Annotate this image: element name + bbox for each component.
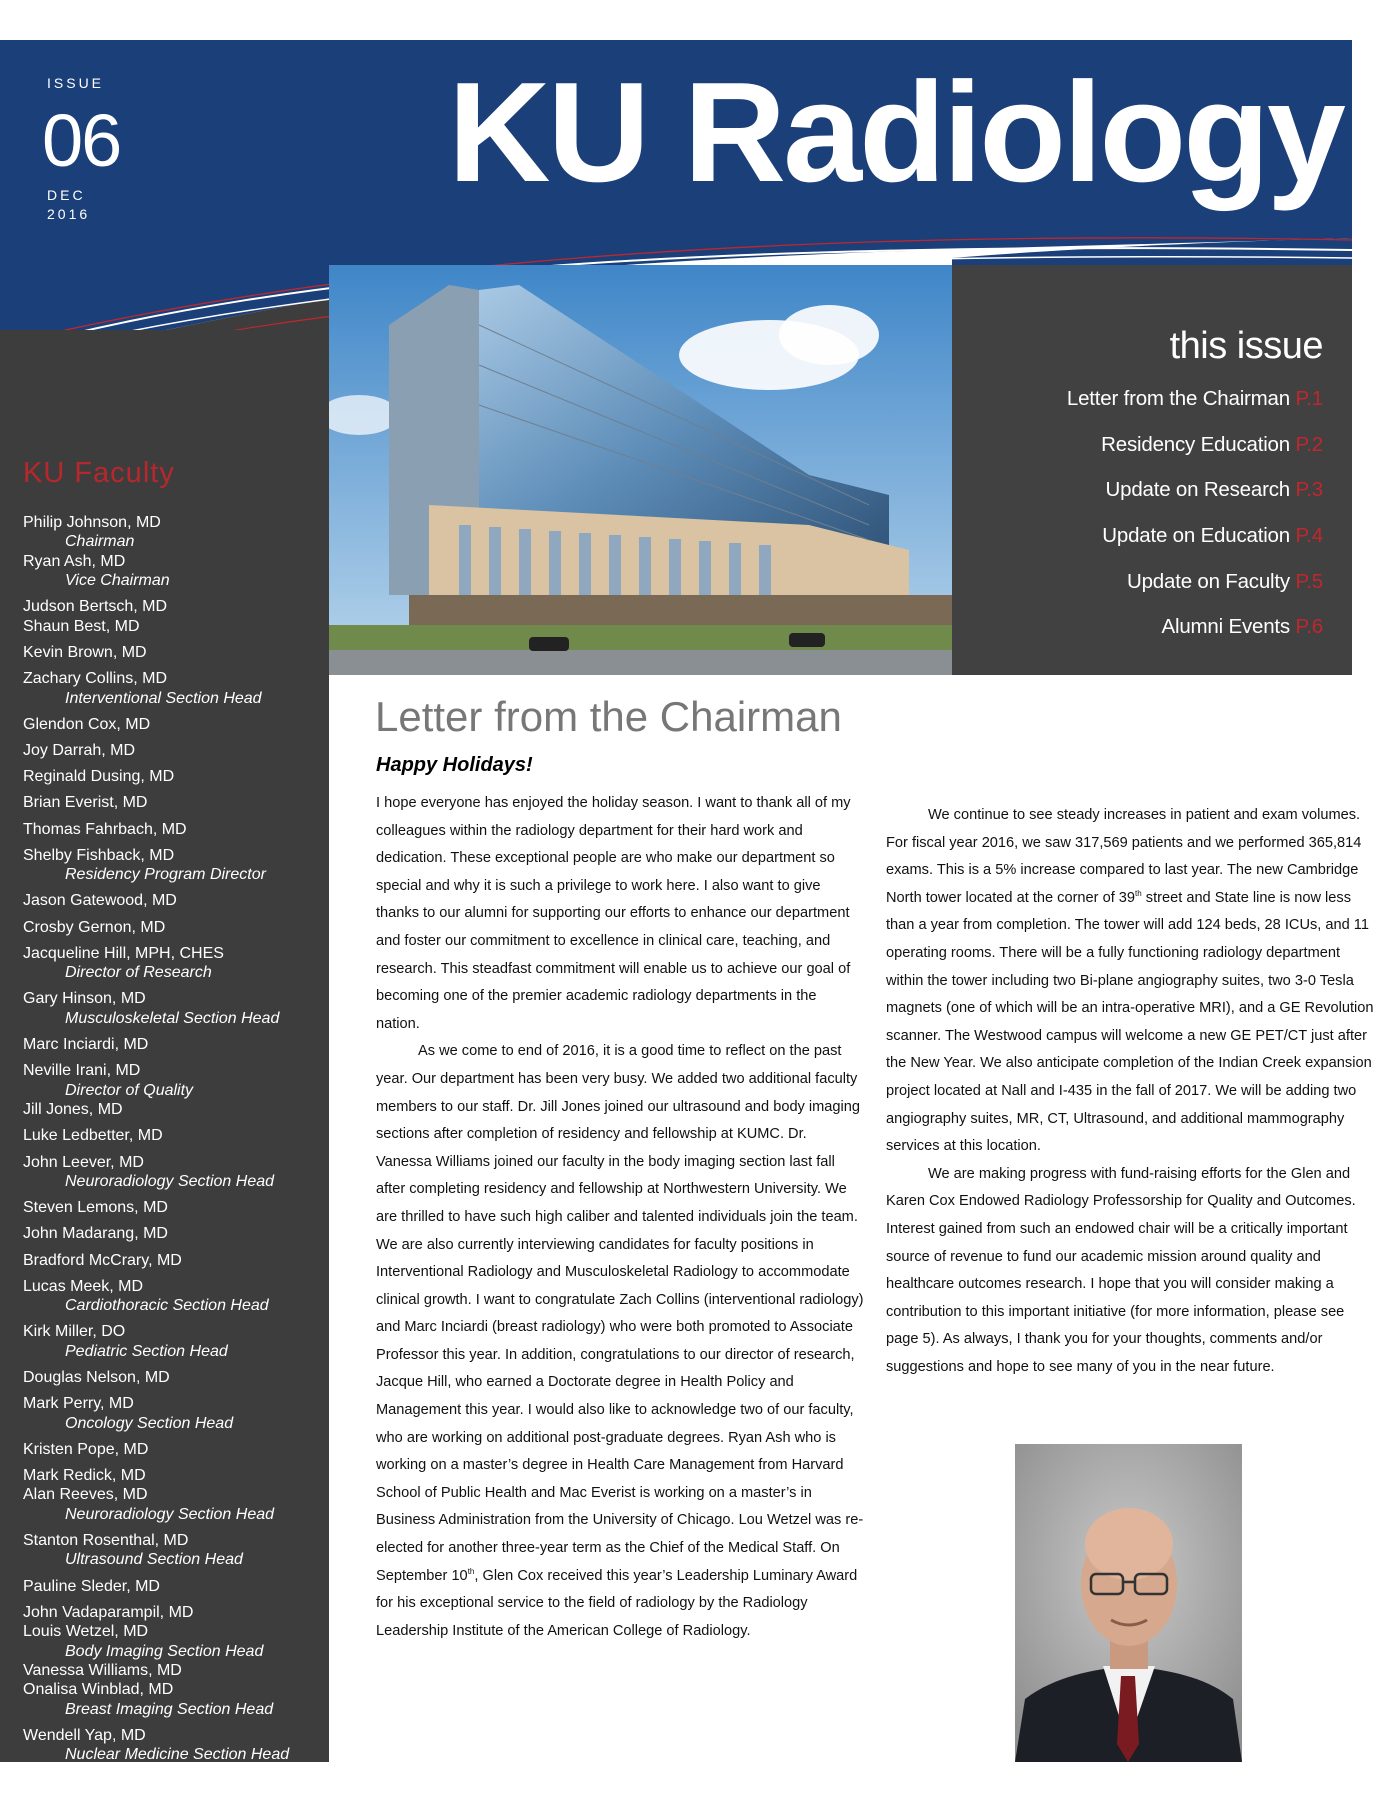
- faculty-name: Douglas Nelson, MD: [23, 1368, 170, 1386]
- faculty-role: Musculoskeletal Section Head: [65, 1009, 280, 1027]
- faculty-name: Joy Darrah, MD: [23, 742, 136, 760]
- faculty-name: Onalisa Winblad, MD: [23, 1681, 174, 1699]
- toc-item-alumni-events[interactable]: [1162, 615, 1323, 639]
- faculty-name: Alan Reeves, MD: [23, 1486, 148, 1504]
- faculty-role: Director of Research: [65, 964, 212, 982]
- toc-item-letter-from-chairman[interactable]: [1067, 387, 1323, 411]
- toc-item-label: Update on Education: [1102, 524, 1290, 547]
- faculty-sidebar: [0, 330, 329, 1762]
- faculty-group: [23, 1322, 323, 1361]
- faculty-heading: KU Faculty: [23, 457, 175, 489]
- issue-month: DEC: [47, 187, 86, 203]
- faculty-name: John Vadaparampil, MD: [23, 1603, 194, 1621]
- article-paragraph: I hope everyone has enjoyed the holiday season. I want to thank all of my colleagues within the radiology department for their hard work and dedication. These exceptional people are who make our department so special and why it is such a privilege to work here. I also want to give thanks to our alumni for supporting our efforts to enhance our department and foster our commitment to excellence in clinical care, teaching, and research. This steadfast commitment will enable us to achieve our goal of becoming one of the premier academic radiology departments in the nation.: [376, 795, 851, 1032]
- faculty-name: Bradford McCrary, MD: [23, 1251, 182, 1269]
- article-column-left: [376, 790, 864, 1645]
- faculty-name: Mark Perry, MD: [23, 1395, 134, 1413]
- toc-item-update-on-faculty[interactable]: [1127, 570, 1323, 594]
- faculty-group: [23, 918, 323, 937]
- faculty-name: Reginald Dusing, MD: [23, 768, 175, 786]
- faculty-name: Brian Everist, MD: [23, 794, 148, 812]
- paragraph-text: As we come to end of 2016, it is a good time to reflect on the past year. Our department has been very busy. We added two additional faculty members to our staff. Dr. Jill Jones joined our ultrasound and body imaging sections after completion of residency and fellowship at KUMC. Dr. Vanessa Williams joined our faculty in the body imaging section last fall after completing residency and fellowship at Northwestern University. We are thrilled to have such high caliber and talented individuals join the team. We are also currently interviewing candidates for faculty positions in Interventional Radiology and Musculoskeletal Radiology to accommodate clinical growth. I want to congratulate Zach Collins (interventional radiology) and Marc Inciardi (breast radiology) who were both promoted to Associate Professor this year. In addition, congratulations to our director of research, Jacque Hill, who earned a Doctorate degree in Health Policy and Management this year. I would also like to acknowledge two of our faculty, who are working on additional post-graduate degrees. Ryan Ash who is working on a master’s degree in Health Care Management from Harvard School of Public Health and Mac Everist is working on a master’s in Business Administration from the University of Chicago. Lou Wetzel was re-elected for another three-year term as the Chief of the Medical Staff. On September 10: [376, 1043, 864, 1584]
- faculty-role: Chairman: [65, 533, 135, 551]
- faculty-name: Gary Hinson, MD: [23, 990, 146, 1008]
- toc-item-page: P.6: [1295, 615, 1323, 638]
- faculty-name: Ryan Ash, MD: [23, 552, 126, 570]
- faculty-group: [23, 1466, 323, 1524]
- faculty-group: [23, 793, 323, 812]
- paragraph-text: We continue to see steady increases in patient and exam volumes. For fiscal year 2016, we saw 317,569 patients and we performed 365,814 exams. This is a 5% increase compared to last year. The new Cambridge North tower located at the corner of 39: [886, 807, 1362, 906]
- faculty-name: Thomas Fahrbach, MD: [23, 820, 187, 838]
- faculty-name: Shelby Fishback, MD: [23, 846, 175, 864]
- toc-item-page: P.4: [1295, 524, 1323, 547]
- faculty-name: Kevin Brown, MD: [23, 644, 147, 662]
- faculty-group: [23, 643, 323, 662]
- faculty-group: [23, 1126, 323, 1145]
- toc-item-update-on-research[interactable]: [1106, 478, 1323, 502]
- toc-item-page: P.3: [1295, 478, 1323, 501]
- issue-year: 2016: [47, 206, 91, 222]
- faculty-name: Mark Redick, MD: [23, 1466, 146, 1484]
- article-paragraph: [886, 802, 1376, 1161]
- ordinal-suffix: th: [1135, 888, 1142, 898]
- faculty-group: [23, 944, 323, 983]
- issue-date: [47, 186, 90, 224]
- faculty-group: [23, 513, 323, 591]
- faculty-group: [23, 669, 323, 708]
- faculty-name: Louis Wetzel, MD: [23, 1623, 149, 1641]
- faculty-role: Director of Quality: [65, 1081, 194, 1099]
- faculty-group: [23, 1577, 323, 1596]
- toc-item-page: P.1: [1295, 387, 1323, 410]
- newsletter-title: KU Radiology: [448, 53, 1343, 212]
- faculty-role: Breast Imaging Section Head: [65, 1700, 274, 1718]
- faculty-group: [23, 1277, 323, 1316]
- faculty-group: [23, 1198, 323, 1217]
- faculty-name: Shaun Best, MD: [23, 617, 140, 635]
- faculty-group: [23, 715, 323, 734]
- issue-label: ISSUE: [47, 75, 105, 91]
- article-greeting: Happy Holidays!: [376, 754, 533, 776]
- faculty-list: [23, 513, 323, 1772]
- faculty-name: Philip Johnson, MD: [23, 514, 161, 531]
- issue-number: 06: [42, 99, 121, 182]
- faculty-group: [23, 891, 323, 910]
- faculty-group: [23, 741, 323, 760]
- faculty-name: Glendon Cox, MD: [23, 715, 151, 733]
- faculty-name: John Leever, MD: [23, 1153, 144, 1171]
- faculty-role: Vice Chairman: [65, 572, 170, 590]
- faculty-name: Jason Gatewood, MD: [23, 892, 177, 910]
- toc-item-residency-education[interactable]: [1101, 433, 1323, 457]
- faculty-name: Kristen Pope, MD: [23, 1440, 149, 1458]
- faculty-name: Crosby Gernon, MD: [23, 918, 166, 936]
- faculty-name: Lucas Meek, MD: [23, 1277, 144, 1295]
- faculty-group: [23, 1224, 323, 1243]
- faculty-role: Neuroradiology Section Head: [65, 1505, 275, 1523]
- faculty-group: [23, 820, 323, 839]
- faculty-group: [23, 1394, 323, 1433]
- faculty-role: Neuroradiology Section Head: [65, 1172, 275, 1190]
- faculty-role: Pediatric Section Head: [65, 1342, 228, 1360]
- article-column-right: [886, 802, 1376, 1381]
- hospital-building-photo: [329, 265, 952, 675]
- faculty-name: Jacqueline Hill, MPH, CHES: [23, 944, 224, 962]
- faculty-group: [23, 1035, 323, 1054]
- toc-item-label: Residency Education: [1101, 433, 1290, 456]
- faculty-name: Vanessa Williams, MD: [23, 1662, 182, 1680]
- article-paragraph: We are making progress with fund-raising efforts for the Glen and Karen Cox Endowed Radiology Professorship for Quality and Outcomes. Interest gained from such an endowed chair will be a critically important source of revenue to fund our academic mission around quality and healthcare outcomes research. I hope that you will consider making a contribution to this important initiative (for more information, please see page 5). As always, I thank you for your thoughts, comments and/or suggestions and hope to see many of you in the near future.: [886, 1165, 1356, 1375]
- article-paragraph: [376, 1038, 864, 1645]
- faculty-name: Kirk Miller, DO: [23, 1323, 126, 1341]
- faculty-group: [23, 1368, 323, 1387]
- paragraph-text: street and State line is now less than a year from completion. The tower will add 124 beds, 28 ICUs, and 11 operating rooms. There will be a fully functioning radiology department within the tower including two Bi-plane angiography suites, two 3-0 Tesla magnets (one of which will be an intra-operative MRI), and a GE Revolution scanner. The Westwood campus will welcome a new GE PET/CT just after the New Year. We also anticipate completion of the Indian Creek expansion project located at Nall and I-435 in the fall of 2017. We will be adding two angiography suites, MR, CT, Ultrasound, and additional mammography services at this location.: [886, 889, 1374, 1155]
- toc-item-label: Update on Research: [1105, 478, 1290, 501]
- toc-item-page: P.2: [1295, 433, 1323, 456]
- faculty-name: Marc Inciardi, MD: [23, 1036, 149, 1054]
- toc-item-label: Alumni Events: [1161, 615, 1290, 638]
- faculty-group: [23, 767, 323, 786]
- faculty-role: Nuclear Medicine Section Head: [65, 1746, 290, 1764]
- faculty-name: Stanton Rosenthal, MD: [23, 1531, 189, 1549]
- faculty-role: Ultrasound Section Head: [65, 1551, 243, 1569]
- faculty-name: Judson Bertsch, MD: [23, 598, 168, 616]
- toc-item-page: P.5: [1295, 570, 1323, 593]
- chairman-portrait-photo: [1015, 1444, 1242, 1762]
- this-issue-panel: [952, 265, 1352, 675]
- faculty-name: Zachary Collins, MD: [23, 670, 168, 688]
- faculty-group: [23, 1531, 323, 1570]
- faculty-name: Jill Jones, MD: [23, 1101, 123, 1119]
- toc-item-label: Letter from the Chairman: [1066, 387, 1290, 410]
- faculty-group: [23, 1603, 323, 1719]
- faculty-role: Residency Program Director: [65, 866, 266, 884]
- faculty-role: Cardiothoracic Section Head: [65, 1297, 269, 1315]
- faculty-group: [23, 597, 323, 636]
- faculty-name: Luke Ledbetter, MD: [23, 1127, 163, 1145]
- toc-item-update-on-education[interactable]: [1102, 524, 1323, 548]
- this-issue-heading: this issue: [1169, 325, 1323, 367]
- faculty-name: John Madarang, MD: [23, 1225, 168, 1243]
- article-title: Letter from the Chairman: [375, 693, 842, 740]
- faculty-group: [23, 1440, 323, 1459]
- faculty-name: Steven Lemons, MD: [23, 1199, 168, 1217]
- toc-item-label: Update on Faculty: [1126, 570, 1290, 593]
- faculty-group: [23, 1726, 323, 1765]
- ordinal-suffix: th: [467, 1566, 475, 1576]
- paragraph-text: , Glen Cox received this year’s Leadership Luminary Award for his exceptional service to the field of radiology by the Radiology Leadership Institute of the American College of Radiology.: [376, 1567, 858, 1639]
- faculty-group: [23, 1061, 323, 1119]
- faculty-group: [23, 846, 323, 885]
- faculty-role: Interventional Section Head: [65, 689, 262, 707]
- faculty-group: [23, 989, 323, 1028]
- faculty-group: [23, 1251, 323, 1270]
- faculty-name: Wendell Yap, MD: [23, 1727, 146, 1745]
- faculty-role: Body Imaging Section Head: [65, 1642, 264, 1660]
- faculty-name: Neville Irani, MD: [23, 1062, 141, 1080]
- faculty-group: [23, 1153, 323, 1192]
- faculty-name: Pauline Sleder, MD: [23, 1577, 160, 1595]
- faculty-role: Oncology Section Head: [65, 1414, 234, 1432]
